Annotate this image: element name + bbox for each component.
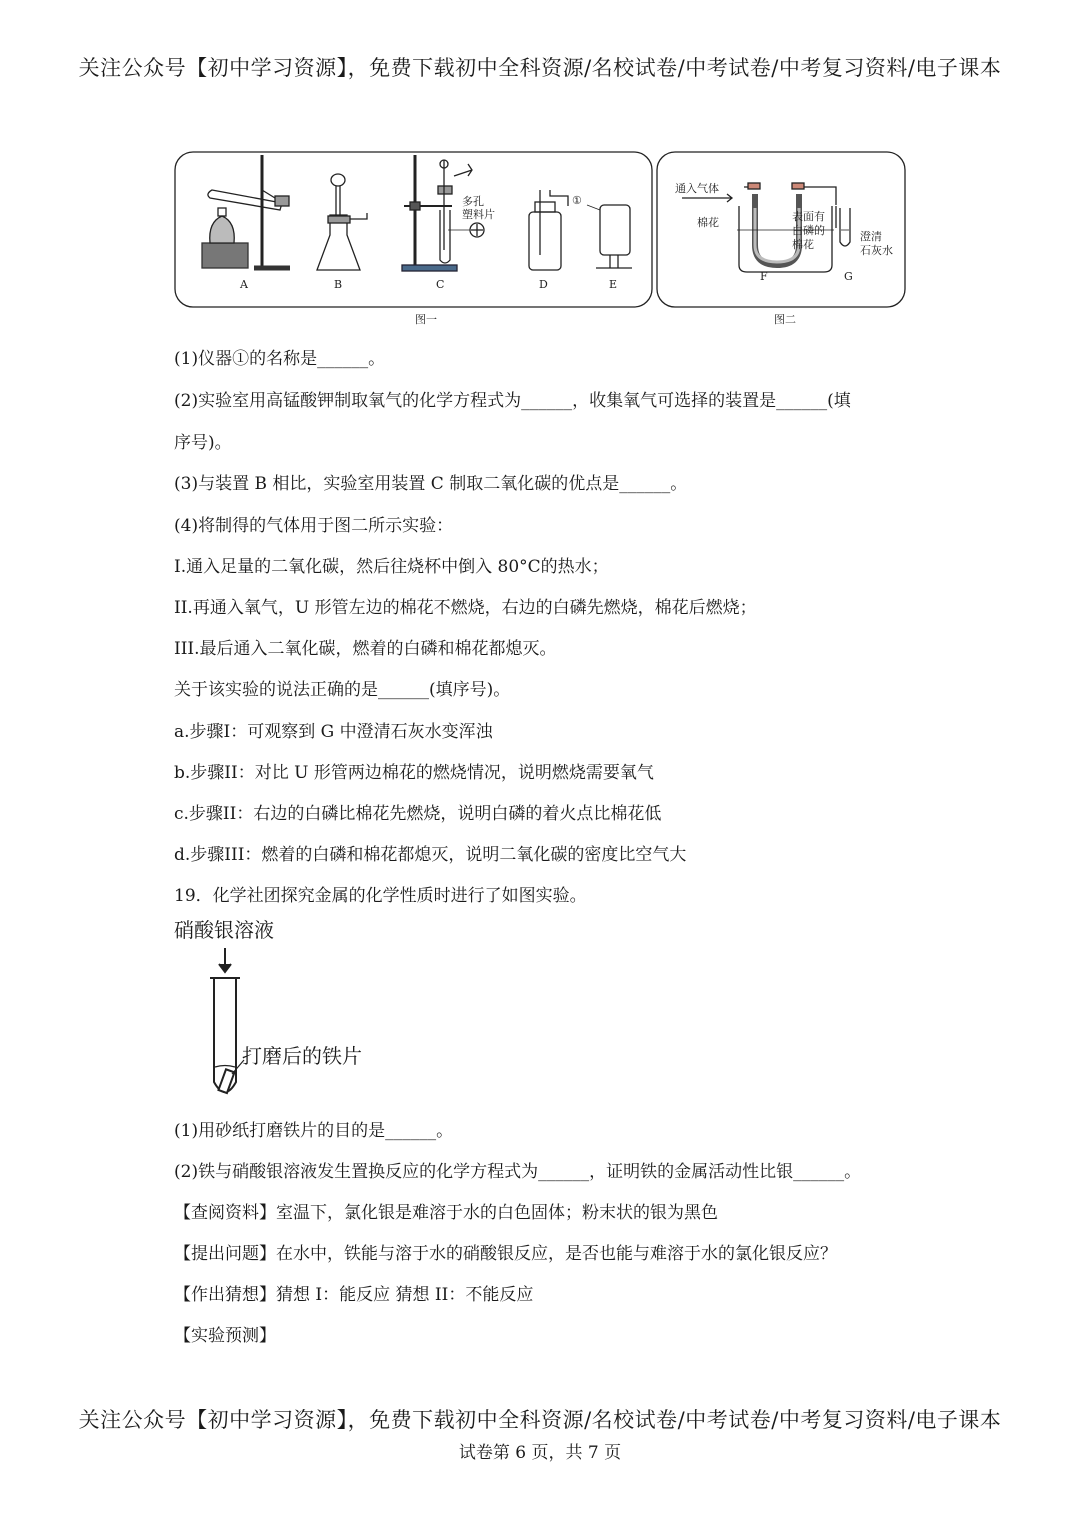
q18-line-1: (1)仪器①的名称是______。	[174, 349, 386, 369]
label-b: B	[334, 278, 343, 291]
apparatus-d	[529, 190, 568, 270]
label-a: A	[240, 278, 248, 291]
q18-line-7: II.再通入氧气，U 形管左边的棉花不燃烧，右边的白磷先燃烧，棉花后燃烧；	[174, 598, 757, 618]
label-limewater-2: 石灰水	[860, 244, 893, 257]
q19-line-2: (2)铁与硝酸银溶液发生置换反应的化学方程式为______，证明铁的金属活动性比银______。	[174, 1162, 862, 1182]
q19-stem: 19．化学社团探究金属的化学性质时进行了如图实验。	[174, 886, 587, 906]
apparatus-b	[317, 174, 367, 270]
label-e: E	[609, 278, 618, 291]
q18-line-5: (4)将制得的气体用于图二所示实验：	[174, 516, 454, 536]
q18-option-b: b.步骤II：对比 U 形管两边棉花的燃烧情况，说明燃烧需要氧气	[174, 763, 654, 783]
q18-line-9: 关于该实验的说法正确的是______(填序号)。	[174, 680, 511, 700]
label-f: F	[760, 270, 768, 283]
label-cotton: 棉花	[697, 216, 719, 229]
label-iron-sheet: 打磨后的铁片	[242, 1044, 362, 1068]
apparatus-a	[202, 155, 290, 268]
q18-line-2: (2)实验室用高锰酸钾制取氧气的化学方程式为______，收集氧气可选择的装置是______(填	[174, 391, 851, 411]
q18-option-d: d.步骤III：燃着的白磷和棉花都熄灭，说明二氧化碳的密度比空气大	[174, 845, 687, 865]
q18-line-4: (3)与装置 B 相比，实验室用装置 C 制取二氧化碳的优点是______。	[174, 474, 688, 494]
q18-line-3: 序号)。	[174, 433, 232, 453]
q18-line-6: I.通入足量的二氧化碳，然后往烧杯中倒入 80°C的热水；	[174, 557, 609, 577]
page-number: 试卷第 6 页，共 7 页	[458, 1443, 622, 1463]
figure2-caption: 图二	[774, 313, 796, 326]
apparatus-g	[836, 206, 850, 246]
q19-line-1: (1)用砂纸打磨铁片的目的是______。	[174, 1121, 454, 1141]
label-porous-1: 多孔	[462, 195, 484, 208]
apparatus-e	[587, 205, 632, 268]
apparatus-diagram	[172, 150, 912, 335]
footer-banner: 关注公众号【初中学习资源】，免费下载初中全科资源/名校试卷/中考试卷/中考复习资料/电子课本	[78, 1408, 1002, 1432]
label-porous-2: 塑料片	[462, 208, 495, 221]
q19-reference: 【查阅资料】室温下，氯化银是难溶于水的白色固体；粉末状的银为黑色	[174, 1203, 718, 1223]
label-instrument: ①	[572, 194, 582, 207]
label-limewater-1: 澄清	[860, 230, 882, 243]
q18-option-c: c.步骤II：右边的白磷比棉花先燃烧，说明白磷的着火点比棉花低	[174, 804, 662, 824]
heating-block	[202, 243, 248, 268]
figure1-caption: 图一	[415, 313, 437, 326]
label-phosphorus-2: 白磷的	[792, 224, 825, 237]
label-phosphorus-1: 表面有	[792, 210, 825, 223]
apparatus-figure	[172, 150, 912, 335]
test-tube-diagram	[192, 912, 282, 1112]
label-silver-nitrate: 硝酸银溶液	[174, 918, 274, 942]
label-gas-in: 通入气体	[675, 182, 719, 195]
label-g: G	[844, 270, 853, 283]
label-phosphorus-3: 棉花	[792, 238, 814, 251]
q19-figure	[172, 912, 432, 1112]
q19-prediction: 【实验预测】	[174, 1326, 276, 1346]
label-d: D	[539, 278, 548, 291]
q18-option-a: a.步骤I：可观察到 G 中澄清石灰水变浑浊	[174, 722, 493, 742]
label-c: C	[436, 278, 445, 291]
q19-hypothesis: 【作出猜想】猜想 I：能反应 猜想 II：不能反应	[174, 1285, 534, 1305]
header-banner: 关注公众号【初中学习资源】，免费下载初中全科资源/名校试卷/中考试卷/中考复习资料/电子课本	[78, 56, 1002, 80]
q18-line-8: III.最后通入二氧化碳，燃着的白磷和棉花都熄灭。	[174, 639, 557, 659]
q19-question: 【提出问题】在水中，铁能与溶于水的硝酸银反应，是否也能与难溶于水的氯化银反应？	[174, 1244, 837, 1264]
